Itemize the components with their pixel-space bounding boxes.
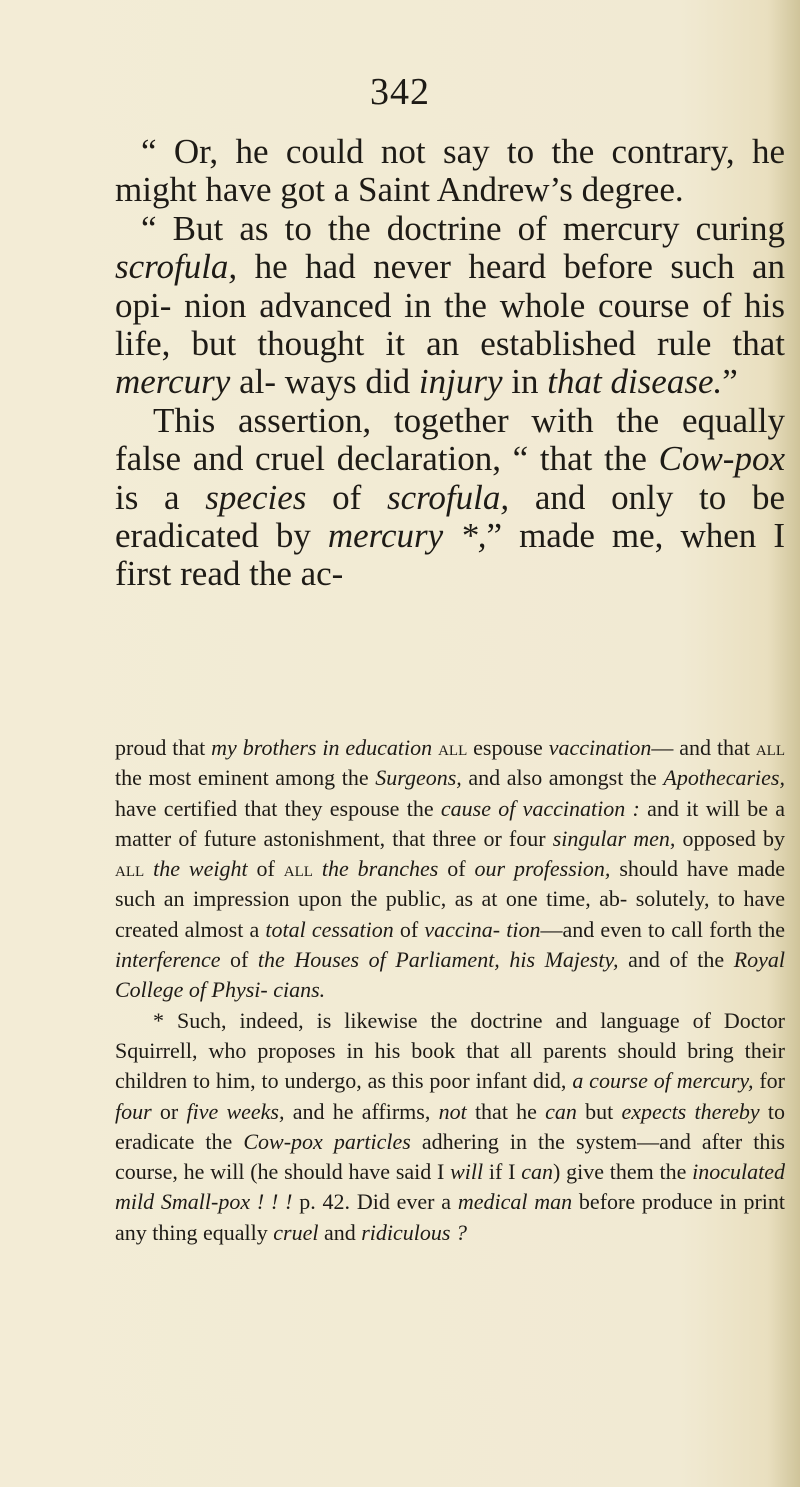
italic-run: expects thereby xyxy=(621,1098,760,1124)
text-run: of xyxy=(247,856,284,882)
text-run: and only to be eradicated by xyxy=(115,477,785,556)
italic-run: a course of mercury, xyxy=(572,1068,754,1094)
italic-run: the Houses of Parliament, his Majesty, xyxy=(257,947,619,973)
text-run: — and that xyxy=(651,735,756,760)
text-run: of xyxy=(220,947,258,973)
italic-run: will xyxy=(450,1159,484,1185)
text-run: ” made me, when I first read the ac- xyxy=(115,516,785,594)
text-run: “ But as to the doctrine of mercury curing xyxy=(141,208,785,248)
text-run: ) give them the xyxy=(552,1159,693,1185)
text-run: if I xyxy=(483,1159,522,1185)
footnote-star xyxy=(115,1006,785,1248)
italic-run: my xyxy=(211,735,237,760)
footnote-continuation xyxy=(115,733,785,1006)
italic-run: can xyxy=(521,1159,553,1185)
paragraph-quote-degree xyxy=(115,133,785,210)
text-run: This assertion, together with the equally false and cruel declaration, “ that the xyxy=(115,400,785,479)
text-run: opposed by xyxy=(675,825,786,851)
text-run: or xyxy=(151,1098,187,1124)
text-run xyxy=(313,856,322,881)
italic-run: that disease. xyxy=(547,362,723,402)
text-run: ” xyxy=(722,362,738,402)
italic-run: Royal College of Physi- cians. xyxy=(115,947,786,1003)
text-run: to eradicate the xyxy=(115,1098,785,1154)
text-run: proud that xyxy=(115,735,212,760)
smallcaps-run: all xyxy=(755,735,786,760)
italic-run: total cessation xyxy=(265,916,394,942)
italic-run: injury xyxy=(418,362,503,402)
text-run: espouse xyxy=(467,735,549,760)
text-run: the most eminent among the xyxy=(115,765,376,791)
text-run: adhering in the system—and after this course, he will (he should have said I xyxy=(115,1128,785,1185)
text-run: in xyxy=(502,362,548,402)
italic-run: cruel xyxy=(273,1219,319,1245)
italic-run: five weeks, xyxy=(186,1098,285,1124)
italic-run: medical man xyxy=(457,1189,573,1215)
text-run: have certified that they espouse the xyxy=(115,795,441,821)
smallcaps-run: all xyxy=(115,856,145,882)
footnote-marker: *, xyxy=(443,516,487,556)
italic-run: vaccina- tion xyxy=(424,916,541,942)
italic-run: singular men, xyxy=(552,825,676,851)
paragraph-assertion xyxy=(115,402,785,594)
text-run: of xyxy=(306,477,387,517)
italic-run: Cow-pox xyxy=(658,439,785,479)
text-run: —and even to call forth the xyxy=(540,916,785,942)
footnotes xyxy=(115,733,785,1248)
italic-run: four xyxy=(115,1098,152,1124)
text-run: for xyxy=(753,1068,785,1094)
text-run: p. 42. Did ever a xyxy=(292,1189,458,1215)
text-run: should have made such an impression upon the public, as at one time, ab- solutely, to have created almost a xyxy=(115,856,786,942)
text-run: and of the xyxy=(618,947,734,973)
italic-run: Surgeons, xyxy=(375,765,462,791)
text-run xyxy=(144,856,153,881)
text-run: * Such, indeed, is likewise the doctrine and language of Doctor Squirrell, who proposes in his book that all parents should bring their children to him, to undergo, as this poor infant did, xyxy=(115,1007,785,1094)
italic-run: scrofula, xyxy=(386,477,510,517)
italic-run: can xyxy=(545,1098,577,1124)
italic-run: inoculated mild Small-pox ! ! ! xyxy=(115,1159,786,1215)
main-text xyxy=(115,133,785,594)
italic-run: vaccination xyxy=(548,735,652,760)
text-run: and also amongst the xyxy=(461,765,664,791)
page-number: 342 xyxy=(370,71,430,113)
italic-run: cause of vaccination : xyxy=(440,795,640,821)
paragraph-quote-mercury xyxy=(115,210,785,402)
text-run: before produce in print any thing equally xyxy=(115,1189,785,1245)
text-run: that he xyxy=(466,1098,546,1124)
italic-run: our profession, xyxy=(474,856,611,882)
italic-run: mercury xyxy=(115,362,231,402)
smallcaps-run: all xyxy=(438,735,468,760)
text-run: al- ways did xyxy=(230,362,419,402)
italic-run: the weight xyxy=(153,856,248,882)
text-run: but xyxy=(576,1098,622,1124)
italic-run: Apothecaries, xyxy=(663,765,785,791)
text-run: “ Or, he could not say to the contrary, he might have got a Saint Andrew’s degree. xyxy=(115,132,785,210)
smallcaps-run: all xyxy=(283,856,313,882)
text-run: and he affirms, xyxy=(284,1098,439,1124)
text-run: he had never heard before such an opi- nion advanced in the whole course of his life, but thought it an established rule that xyxy=(115,247,785,364)
italic-run: brothers in education xyxy=(242,735,433,760)
italic-run: interference xyxy=(115,947,221,973)
italic-run: species xyxy=(205,477,307,517)
text-run: of xyxy=(438,856,475,882)
italic-run: the branches xyxy=(321,856,439,882)
italic-run: Cow-pox particles xyxy=(243,1128,411,1154)
text-run: is a xyxy=(115,477,206,517)
italic-run: not xyxy=(438,1098,467,1124)
italic-run: scrofula, xyxy=(115,247,238,287)
text-run: and it will be a matter of future astonishment, that three or four xyxy=(115,795,785,851)
text-run: of xyxy=(393,916,425,942)
text-run: and xyxy=(318,1219,362,1245)
italic-run: mercury xyxy=(327,516,444,556)
italic-run: ridiculous ? xyxy=(361,1219,467,1245)
